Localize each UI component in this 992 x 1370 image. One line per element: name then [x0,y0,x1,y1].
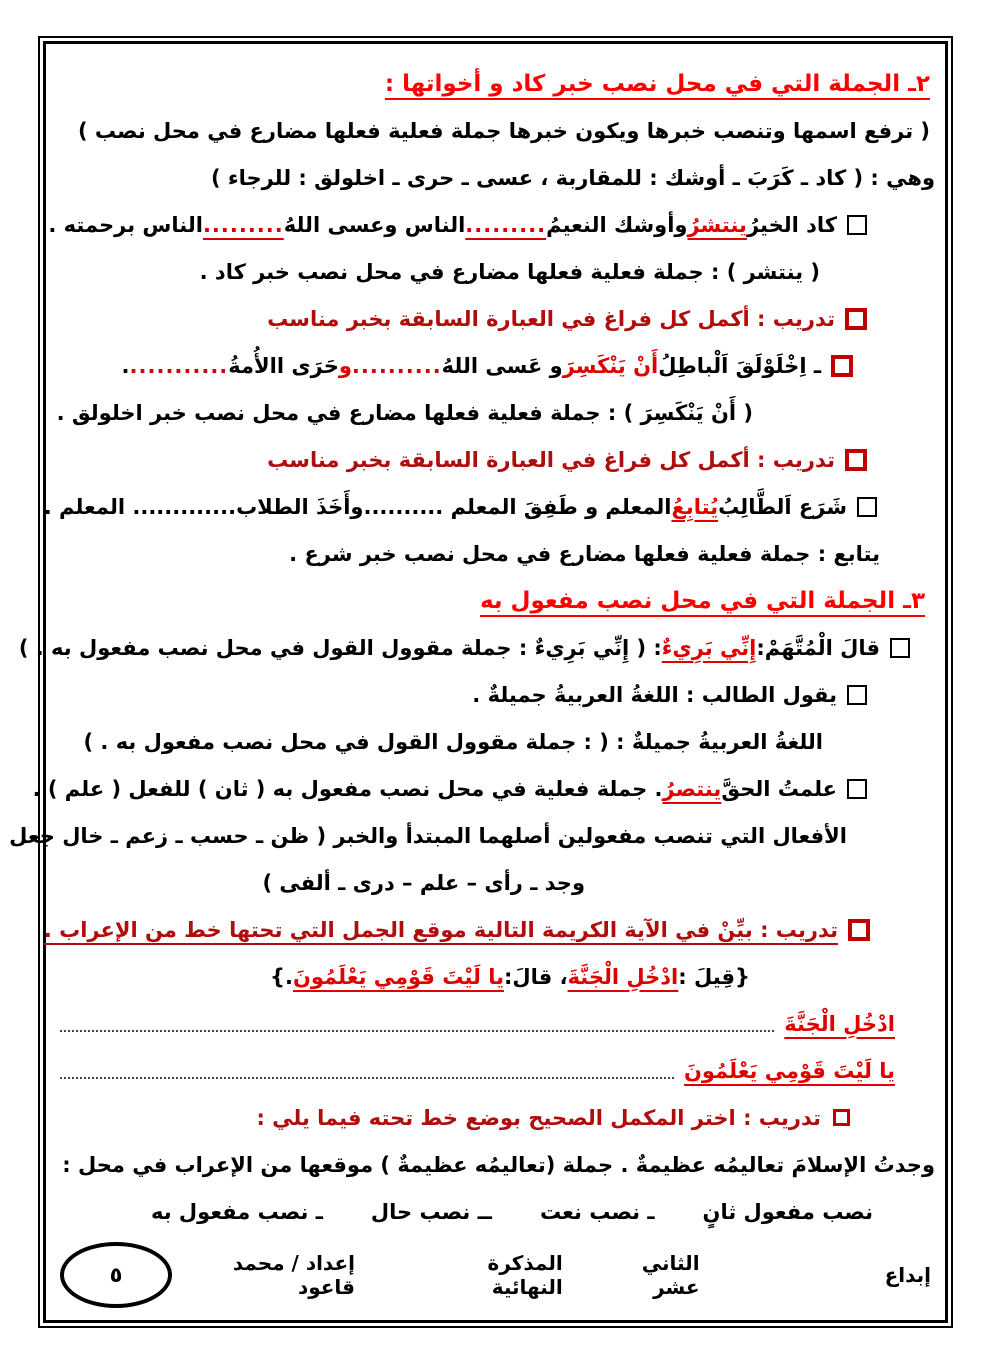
choice-option: ـ نصب مفعول به [151,1199,323,1224]
exercise-checkbox-icon [831,355,853,377]
text-segment: .} [270,964,293,989]
text-segment: : ( إِنِّي بَرِيءٌ : جملة مقوول القول في محل نصب مفعول به . ) [18,635,662,660]
exercise-quran [43,906,935,953]
note-verbs-continued [56,859,935,906]
text-segment: حَرَى االأُمةُ [228,353,339,378]
section2-heading [56,60,935,107]
page-number-badge [60,1242,172,1308]
text-segment: . جملة فعلية في محل نصب مفعول به ( ثان ) للفعل ( علم ) . [32,776,663,801]
choice-option: ـ نصب نعت [539,1199,655,1224]
text-segment: ادْخُلِ الْجَنَّةَ [784,1011,895,1036]
text-segment: المعلم و طَفِقَ المعلم ..........وأَخَذَ الطلاب............. المعلم . [43,494,672,519]
text-segment: ٣ـ الجملة التي في محل نصب مفعول به [479,587,925,614]
answer-line-1 [56,1000,935,1047]
checkbox-icon [847,779,867,799]
text-segment: .......... [351,353,442,378]
checkbox-icon [847,215,867,235]
question-wajadtu [56,1141,935,1188]
text-segment: ٢ـ الجملة التي في محل نصب خبر كاد و أخواتها : [384,70,930,97]
footer-prepared-by: إعداد / محمد قاعود [232,1251,356,1299]
page-inner-border [9,41,948,1323]
checkbox-icon [857,497,877,517]
text-segment: وجد ـ رأى – علم – درى ـ ألفى ) [262,870,585,895]
exercise-checkbox-icon [848,919,870,941]
text-segment: ـ اِخْلَوْلَقَ اَلْباطِلُ [658,353,821,378]
text-segment: شَرَع اَلطَّالِبُ [718,494,847,519]
text-segment: الناس وعسى اللهُ [283,212,466,237]
example-sharaa [43,483,935,530]
choice-option: نصب مفعول ثانٍ [702,1199,873,1224]
text-segment: ، قالَ: [504,964,568,989]
text-segment: و عَسى اللهُ [441,353,563,378]
section3-heading [56,577,935,624]
text-segment: ( ينتشر ) : جملة فعلية فعلها مضارع في محل نصب خبر كاد . [199,259,820,284]
text-segment: يقول الطالب : اللغةُ العربيةُ جميلةٌ . [472,682,837,707]
text-segment: أَنْ يَنْكَسِرَ [562,353,659,378]
text-segment: اللغةُ العربيةُ جميلةٌ : ( : جملة مقوول القول في محل نصب مفعول به . ) [83,729,823,754]
example-kada [48,201,935,248]
page-number: ٥ [109,1263,123,1287]
example-alimtu [32,765,935,812]
note-verbs-two-objects [9,812,935,859]
footer-grade: الثاني عشر [641,1251,700,1299]
text-segment: ........... [129,353,229,378]
text-segment: ينتشرُ [687,212,747,237]
answer-line-2 [56,1047,935,1094]
explanation-an-yankasir [56,389,935,436]
exercise-checkbox-icon [833,1109,850,1126]
rule-description [56,107,935,154]
exercise-fill-2 [56,436,935,483]
text-segment: الأفعال التي تنصب مفعولين أصلهما المبتدأ والخبر ( ظن ـ حسب ـ زعم ـ خال جعل [9,823,847,848]
exercise-fill-1 [56,295,935,342]
checkbox-icon [890,638,910,658]
text-segment: . [121,353,130,378]
checkbox-icon [847,685,867,705]
text-segment: يا لَيْتَ قَوْمِي يَعْلَمُونَ [683,1058,895,1083]
text-segment: وأوشك النعيمُ [546,212,688,237]
document-lines [9,60,935,1235]
explanation-yutabia [56,530,935,577]
text-segment: ( أَنْ يَنْكَسِرَ ) : جملة فعلية فعلها مضارع في محل نصب خبر اخلولق . [56,400,753,425]
quran-verse [56,953,935,1000]
example-qala-almuttaham [18,624,935,671]
text-segment: تدريب : أكمل كل فراغ في العبارة السابقة بخبر مناسب [267,306,835,331]
choices-line [56,1188,935,1235]
dotted-answer-line [60,1016,774,1032]
footer-brand: إبداع [884,1263,931,1287]
exercise-checkbox-icon [845,308,867,330]
dotted-answer-line [60,1063,674,1079]
text-segment: الناس برحمته . [48,212,203,237]
page-border-frame [9,36,953,1328]
text-segment: تدريب : أكمل كل فراغ في العبارة السابقة بخبر مناسب [267,447,835,472]
text-segment: تدريب : بيِّنْ في الآية الكريمة التالية موقع الجمل التي تحتها خط من الإعراب . [43,917,838,942]
choice-option: ــ نصب حال [370,1199,492,1224]
text-segment: {قِيلَ : [678,964,750,989]
text-segment: وجدتُ الإسلامَ تعاليمُه عظيمةٌ . جملة (تعاليمُه عظيمةٌ ) موقعها من الإعراب في محل : [62,1152,935,1177]
text-segment: ادْخُلِ الْجَنَّةَ [567,964,679,989]
exercise-checkbox-icon [845,449,867,471]
footer-booklet-title: المذكرة النهائية [487,1251,563,1299]
explanation-allugha [56,718,935,765]
exercise-choose [56,1094,935,1141]
text-segment: ( ترفع اسمها وتنصب خبرها ويكون خبرها جملة فعلية فعلها مضارع في محل نصب ) [77,118,930,143]
verbs-list [56,154,935,201]
text-segment: يُتابِعُ [671,494,719,519]
text-segment: و [338,353,352,378]
text-segment: تدريب : اختر المكمل الصحيح بوضع خط تحته فيما يلي : [256,1105,821,1130]
example-ikhlawlaqa [56,342,935,389]
example-yaqul-altalib [56,671,935,718]
text-segment: وهي : ( كاد ـ كَرَبَ ـ أوشك : للمقاربة ، عسى ـ حرى ـ اخلولق : للرجاء ) [210,165,935,190]
explanation-yantashir [56,248,935,295]
text-segment: يتابع : جملة فعلية فعلها مضارع في محل نصب خبر شرع . [289,541,880,566]
text-segment: علمتُ الحقَّ [721,776,837,801]
text-segment: ......... [202,212,284,237]
text-segment: يا لَيْتَ قَوْمِي يَعْلَمُونَ [292,964,505,989]
text-segment: ينتصرُ [662,776,722,801]
text-segment: قالَ الْمُتَّهَمْ: [756,635,880,660]
text-segment: كاد الخيرُ [746,212,837,237]
page-footer [60,1238,931,1312]
text-segment: ......... [465,212,547,237]
text-segment: إِنِّي بَرِيءٌ [661,635,757,660]
